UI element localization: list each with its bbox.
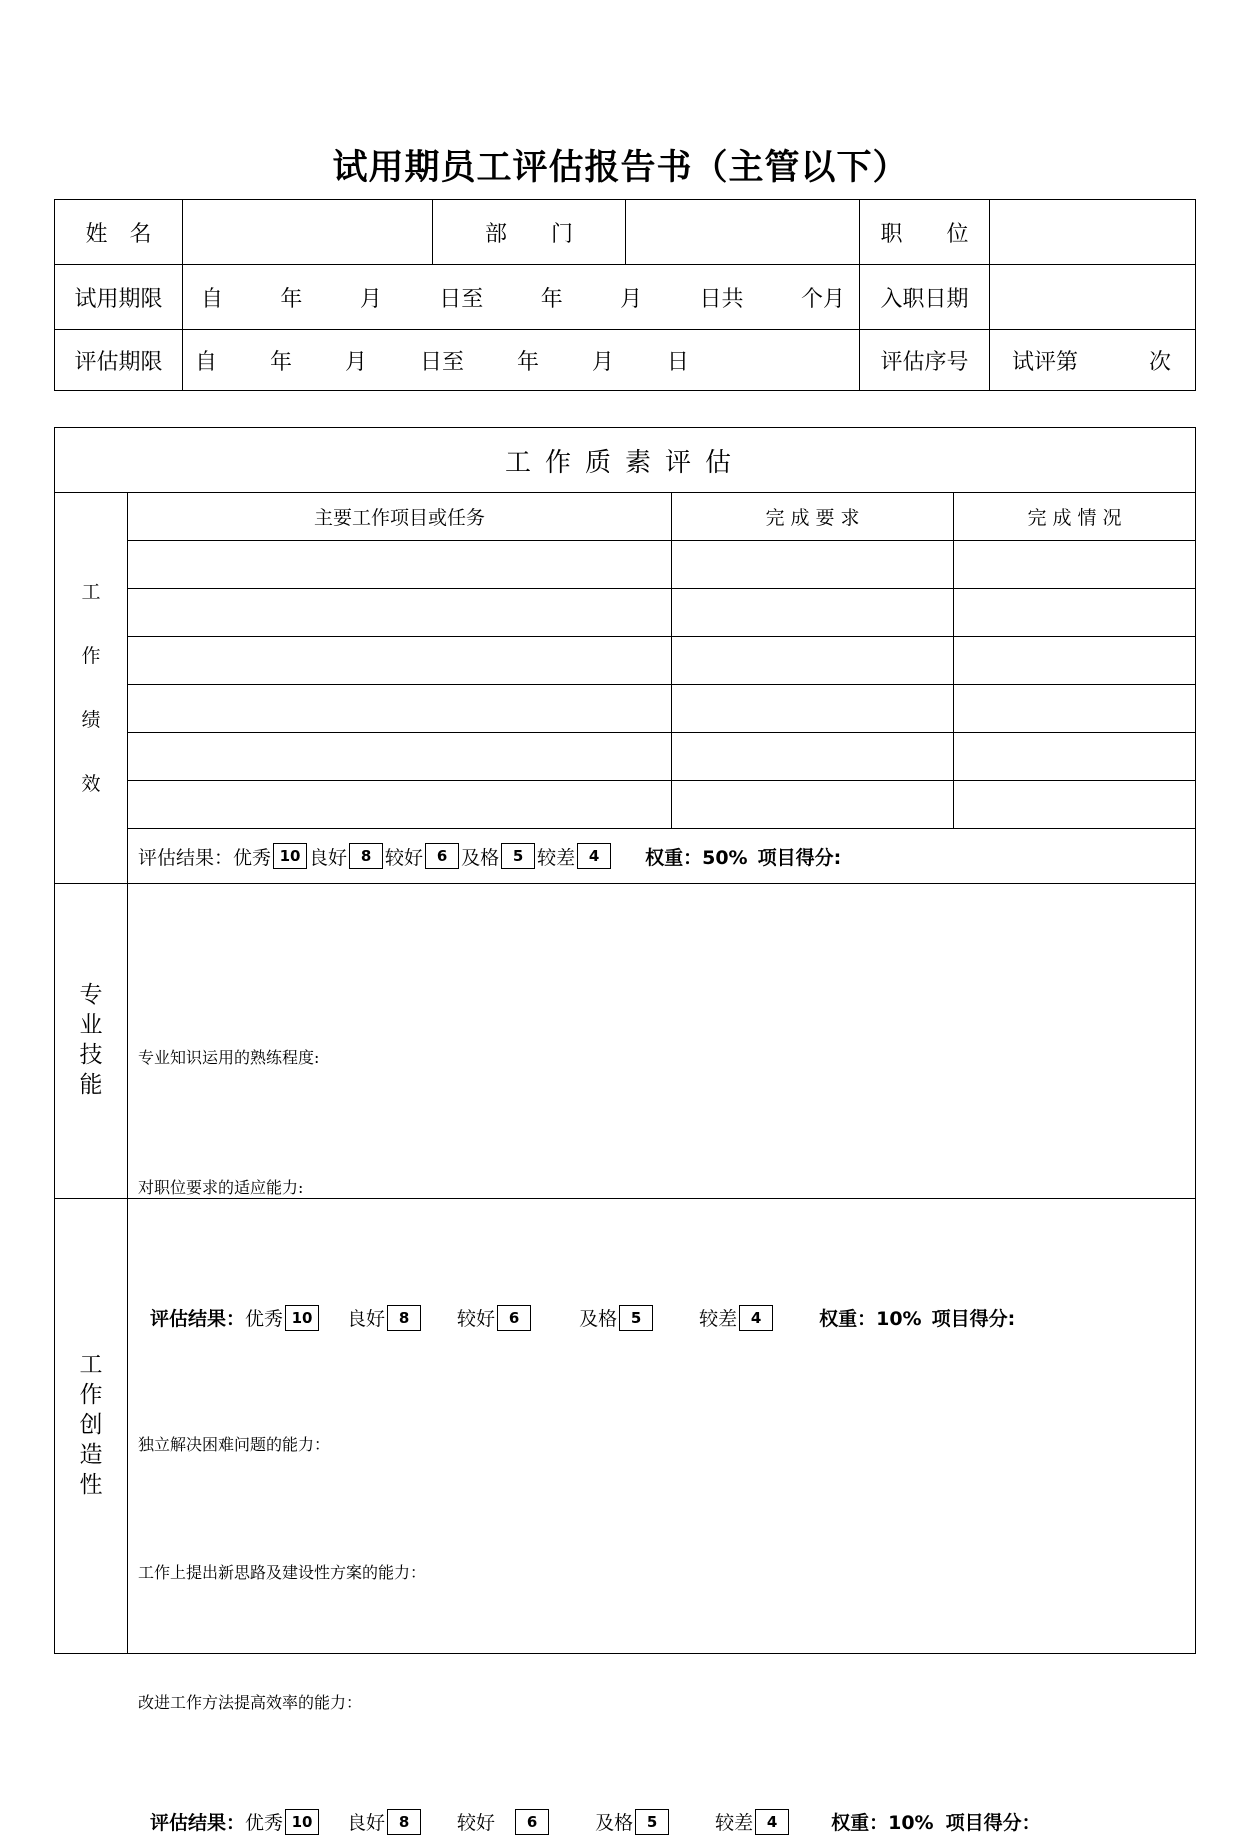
rating-label: 较差 — [537, 846, 576, 869]
rating-label: 及格 — [461, 846, 500, 869]
task-cell[interactable] — [128, 637, 672, 685]
score-box[interactable]: 10 — [285, 1305, 319, 1331]
table-row — [55, 733, 1196, 781]
position-label: 职 位 — [860, 200, 990, 265]
score-box[interactable]: 8 — [387, 1809, 421, 1835]
score-box[interactable]: 10 — [285, 1809, 319, 1835]
status-cell[interactable] — [954, 637, 1196, 685]
prompt-text: 改进工作方法提高效率的能力： — [138, 1693, 363, 1712]
text: 专 — [79, 982, 103, 1009]
status-cell[interactable] — [954, 685, 1196, 733]
dept-field[interactable] — [626, 200, 860, 265]
requirement-cell[interactable] — [672, 589, 954, 637]
prompt-text: 工作上提出新思路及建设性方案的能力： — [138, 1563, 427, 1582]
text: 工 — [79, 1352, 103, 1379]
eval-period-field[interactable] — [183, 330, 860, 391]
status-cell[interactable] — [954, 781, 1196, 829]
text: 造 — [79, 1441, 103, 1468]
text: 次 — [1148, 349, 1171, 375]
table-row — [55, 541, 1196, 589]
rating-label: 较差 — [715, 1812, 754, 1834]
text: 年 — [280, 286, 303, 312]
eval-period-label: 评估期限 — [55, 330, 183, 391]
score-box[interactable]: 8 — [349, 843, 383, 869]
task-cell[interactable] — [128, 733, 672, 781]
text: 日至 — [419, 349, 464, 375]
skills-side-label — [55, 884, 128, 1199]
text: 性 — [79, 1471, 103, 1498]
score-box[interactable]: 4 — [577, 843, 611, 869]
rating-label: 优秀 — [233, 846, 272, 869]
status-cell[interactable] — [954, 589, 1196, 637]
text: 年 — [269, 349, 292, 375]
text: 业 — [79, 1012, 103, 1039]
weight-label: 权重：10% — [831, 1812, 934, 1834]
creativity-cell[interactable] — [128, 1199, 1196, 1834]
rating-label: 良好 — [309, 846, 348, 869]
quality-eval-table — [54, 427, 1196, 1834]
prompt-text: 对职位要求的适应能力: — [138, 1178, 304, 1197]
score-box[interactable]: 5 — [635, 1809, 669, 1835]
prompt-text: 独立解决困难问题的能力： — [138, 1435, 331, 1454]
table-row — [55, 637, 1196, 685]
text: 个月 — [800, 286, 845, 312]
score-box[interactable]: 8 — [387, 1305, 421, 1331]
weight-label: 权重：10% — [819, 1308, 922, 1330]
page-title: 试用期员工评估报告书（主管以下） — [332, 148, 909, 188]
text: 作 — [79, 1382, 103, 1409]
text: 月 — [344, 349, 367, 375]
status-cell[interactable] — [954, 541, 1196, 589]
col-status: 完 成 情 况 — [954, 493, 1196, 541]
item-score-label: 项目得分: — [931, 1308, 1016, 1330]
col-requirement: 完 成 要 求 — [672, 493, 954, 541]
score-box[interactable]: 6 — [515, 1809, 549, 1835]
weight-label: 权重：50% — [645, 846, 748, 869]
score-box[interactable]: 4 — [755, 1809, 789, 1835]
performance-rating-row — [128, 829, 1196, 884]
task-cell[interactable] — [128, 589, 672, 637]
name-field[interactable] — [183, 200, 433, 265]
col-task: 主要工作项目或任务 — [128, 493, 672, 541]
employee-info-table — [54, 199, 1196, 391]
text: 效 — [81, 773, 101, 795]
position-field[interactable] — [990, 200, 1196, 265]
rating-label: 及格 — [579, 1308, 618, 1330]
creativity-side-label — [55, 1199, 128, 1654]
score-box[interactable]: 5 — [501, 843, 535, 869]
rating-label: 良好 — [347, 1308, 386, 1330]
rating-label: 较好 — [457, 1308, 496, 1330]
text: 年 — [516, 349, 539, 375]
requirement-cell[interactable] — [672, 637, 954, 685]
hire-date-field[interactable] — [990, 265, 1196, 330]
text: 月 — [591, 349, 614, 375]
text: 绩 — [81, 709, 101, 731]
text: 自 — [195, 349, 218, 375]
text: 日至 — [439, 286, 484, 312]
score-box[interactable]: 10 — [273, 843, 307, 869]
rating-label: 优秀 — [245, 1812, 284, 1834]
text: 能 — [79, 1071, 103, 1098]
text: 技 — [79, 1042, 103, 1068]
name-label: 姓 名 — [55, 200, 183, 265]
rating-label: 较好 — [385, 846, 424, 869]
rating-label: 良好 — [347, 1812, 386, 1834]
requirement-cell[interactable] — [672, 733, 954, 781]
score-box[interactable]: 6 — [497, 1305, 531, 1331]
dept-label: 部 门 — [433, 200, 626, 265]
rating-label: 及格 — [595, 1812, 634, 1834]
probation-field[interactable] — [183, 265, 860, 330]
rating-label: 较好 — [457, 1812, 496, 1834]
text: 月 — [359, 286, 382, 312]
section-header: 工作质素评估 — [55, 428, 1196, 493]
text: 自 — [201, 286, 224, 312]
rating-prefix: 评估结果： — [150, 1812, 246, 1834]
item-score-label: 项目得分: — [757, 846, 842, 869]
score-box[interactable]: 6 — [425, 843, 459, 869]
score-box[interactable]: 5 — [619, 1305, 653, 1331]
eval-no-field[interactable] — [990, 330, 1196, 391]
table-row — [55, 781, 1196, 829]
table-row — [55, 589, 1196, 637]
table-row — [55, 685, 1196, 733]
rating-label: 优秀 — [245, 1308, 284, 1330]
task-cell[interactable] — [128, 685, 672, 733]
hire-date-label: 入职日期 — [860, 265, 990, 330]
prompt-text: 专业知识运用的熟练程度: — [138, 1048, 320, 1067]
rating-prefix: 评估结果： — [138, 846, 234, 869]
performance-side-label — [55, 493, 128, 884]
requirement-cell[interactable] — [672, 541, 954, 589]
task-cell[interactable] — [128, 781, 672, 829]
text: 日 — [666, 349, 689, 375]
text: 作 — [81, 645, 101, 667]
eval-no-label: 评估序号 — [860, 330, 990, 391]
text: 月 — [620, 286, 643, 312]
task-cell[interactable] — [128, 541, 672, 589]
skills-cell[interactable] — [128, 884, 1196, 1330]
score-box[interactable]: 4 — [739, 1305, 773, 1331]
text: 工 — [81, 581, 101, 603]
text: 日共 — [699, 286, 744, 312]
requirement-cell[interactable] — [672, 781, 954, 829]
text: 创 — [79, 1412, 103, 1439]
rating-label: 较差 — [699, 1308, 738, 1330]
text: 试评第 — [1012, 349, 1079, 375]
probation-label: 试用期限 — [55, 265, 183, 330]
text: 年 — [540, 286, 563, 312]
status-cell[interactable] — [954, 733, 1196, 781]
requirement-cell[interactable] — [672, 685, 954, 733]
rating-prefix: 评估结果： — [150, 1308, 246, 1330]
item-score-label: 项目得分： — [945, 1812, 1041, 1834]
